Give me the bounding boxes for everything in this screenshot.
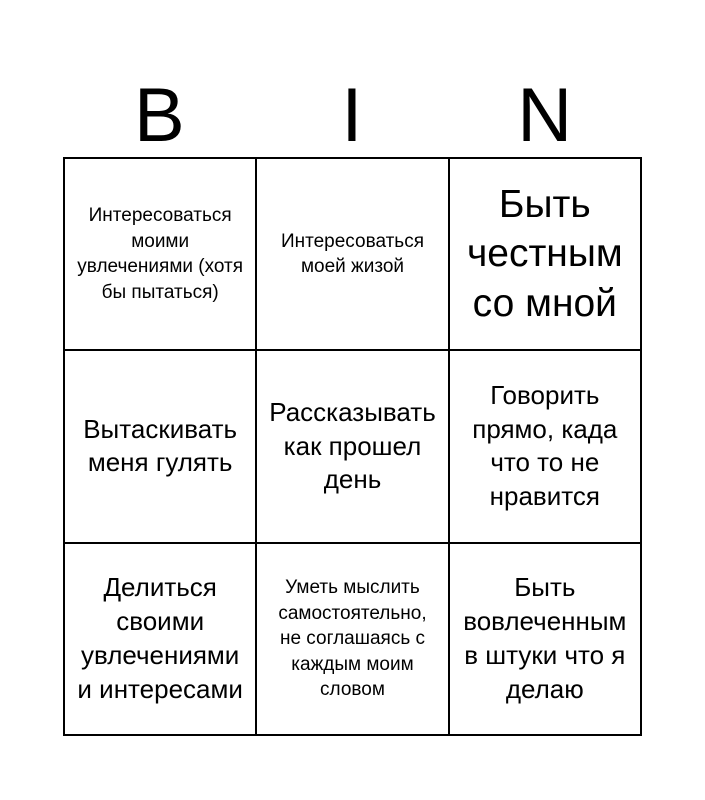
bingo-cell-7[interactable] (65, 544, 257, 736)
bingo-cell-text: Делиться своими увлечениями и интересами (77, 572, 243, 704)
bingo-board (63, 157, 642, 736)
bingo-cell-text: Говорить прямо, када что то не нравится (472, 379, 618, 512)
bingo-header (63, 70, 641, 158)
bingo-cell-text: Быть вовлеченным в штуки что я делаю (463, 572, 627, 704)
header-letter-n: N (517, 73, 573, 158)
bingo-cell-text: Рассказывать как прошел день (269, 396, 436, 495)
bingo-cell-2[interactable] (257, 159, 449, 351)
bingo-cell-text: Интересоваться моими увлечениями (хотя бы пытаться) (77, 205, 244, 303)
bingo-cell-9[interactable] (450, 544, 642, 736)
bingo-cell-text: Вытаскивать меня гулять (83, 413, 238, 478)
bingo-cell-1[interactable] (65, 159, 257, 351)
bingo-cell-text: Быть честным со мной (466, 182, 623, 325)
bingo-cell-6[interactable] (450, 351, 642, 543)
bingo-cell-text: Уметь мыслить самостоятельно, не соглашаясь с каждым моим словом (278, 577, 427, 700)
bingo-cell-8[interactable] (257, 544, 449, 736)
bingo-cell-5[interactable] (257, 351, 449, 543)
header-letter-i: I (341, 73, 363, 158)
bingo-cell-4[interactable] (65, 351, 257, 543)
bingo-cell-text: Интересоваться моей жизой (280, 230, 424, 278)
header-letter-b: B (133, 73, 185, 158)
bingo-cell-3[interactable] (450, 159, 642, 351)
